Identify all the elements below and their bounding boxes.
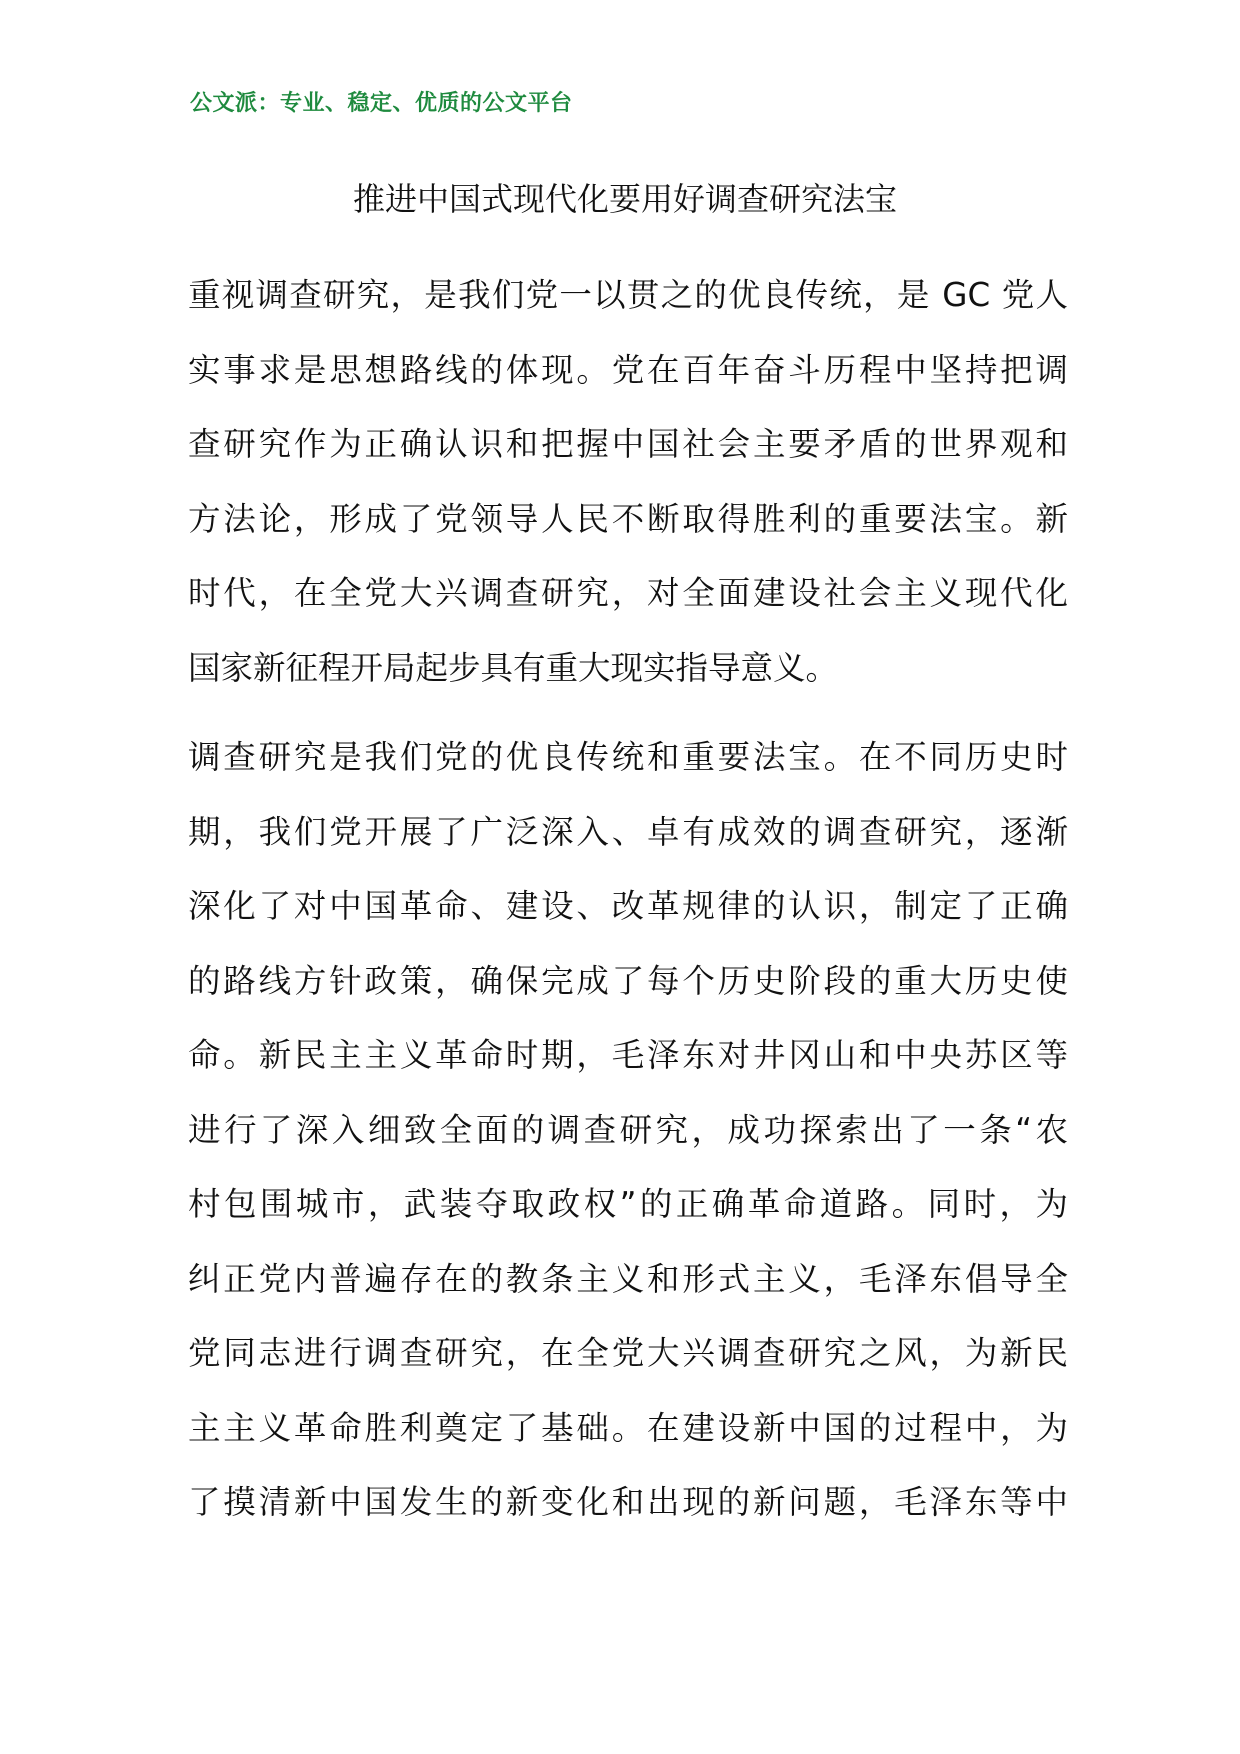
text-line: 进行了深入细致全面的调查研究，成功探索出了一条“农 (188, 1110, 1068, 1149)
text-line: 的路线方针政策，确保完成了每个历史阶段的重大历史使 (188, 961, 1068, 1000)
text-line: 党同志进行调查研究，在全党大兴调查研究之风，为新民 (188, 1334, 1068, 1372)
text-line: 深化了对中国革命、建设、改革规律的认识，制定了正确 (188, 887, 1068, 925)
text-line: 调查研究是我们党的优良传统和重要法宝。在不同历史时 (188, 738, 1068, 776)
paragraph-2 (188, 720, 1068, 1540)
document-body (188, 258, 1068, 1555)
text-line: 方法论，形成了党领导人民不断取得胜利的重要法宝。新 (188, 499, 1068, 538)
document-title: 推进中国式现代化要用好调查研究法宝 (352, 180, 897, 218)
text-line: 主主义革命胜利奠定了基础。在建设新中国的过程中，为 (188, 1408, 1068, 1447)
text-line: 时代，在全党大兴调查研究，对全面建设社会主义现代化 (188, 574, 1068, 612)
paragraph-1 (188, 258, 1068, 705)
text-line: 重视调查研究，是我们党一以贯之的优良传统，是 GC 党人 (188, 276, 1068, 314)
text-line: 查研究作为正确认识和把握中国社会主要矛盾的世界观和 (188, 425, 1068, 463)
text-line: 命。新民主主义革命时期，毛泽东对井冈山和中央苏区等 (188, 1036, 1068, 1074)
text-line: 国家新征程开局起步具有重大现实指导意义。 (188, 648, 839, 687)
text-line: 实事求是思想路线的体现。党在百年奋斗历程中坚持把调 (188, 350, 1068, 389)
text-line: 了摸清新中国发生的新变化和出现的新问题，毛泽东等中 (188, 1483, 1068, 1521)
text-line: 期，我们党开展了广泛深入、卓有成效的调查研究，逐渐 (188, 812, 1068, 851)
text-line: 村包围城市，武装夺取政权”的正确革命道路。同时，为 (188, 1185, 1068, 1223)
brand-tagline: 公文派：专业、稳定、优质的公文平台 (190, 91, 573, 116)
text-line: 纠正党内普遍存在的教条主义和形式主义，毛泽东倡导全 (188, 1259, 1068, 1298)
